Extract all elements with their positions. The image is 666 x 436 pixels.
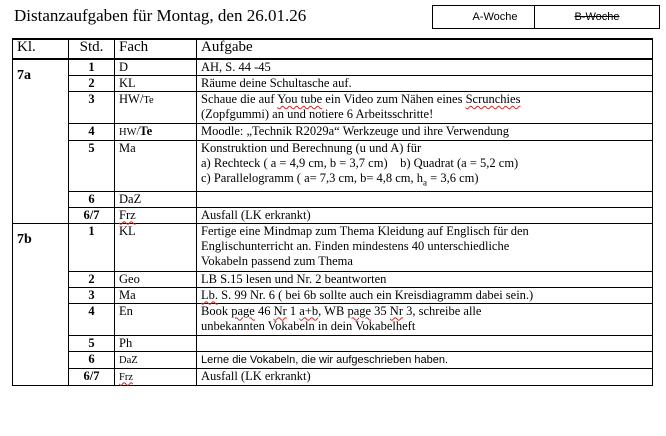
- aufgabe-cell: Räume deine Schultasche auf.: [197, 76, 653, 92]
- class-cell-7a: 7a: [13, 59, 69, 223]
- std-cell: 6/7: [69, 207, 115, 223]
- fach-cell: HW/Te: [115, 92, 197, 124]
- b-week-label: B-Woche: [574, 11, 620, 23]
- table-row: [13, 141, 653, 192]
- std-cell: 6/7: [69, 368, 115, 385]
- table-row: [13, 207, 653, 223]
- page-title: Distanzaufgaben für Montag, den 26.01.26: [14, 6, 307, 25]
- fach-cell: DaZ: [115, 351, 197, 368]
- table-row: [13, 303, 653, 335]
- column-header-fach: Fach: [115, 39, 197, 59]
- std-cell: 4: [69, 303, 115, 335]
- fach-cell: KL: [115, 76, 197, 92]
- fach-cell: KL: [115, 223, 197, 271]
- table-row: [13, 287, 653, 303]
- table-row: [13, 368, 653, 385]
- fach-cell: Ma: [115, 287, 197, 303]
- a-week-label: A-Woche: [472, 11, 518, 23]
- aufgabe-cell: Lb. S. 99 Nr. 6 ( bei 6b sollte auch ein Kreisdiagramm dabei sein.): [197, 287, 653, 303]
- std-cell: 1: [69, 59, 115, 76]
- std-cell: 3: [69, 287, 115, 303]
- std-cell: 4: [69, 124, 115, 141]
- aufgabe-cell: Lerne die Vokabeln, die wir aufgeschrieben haben.: [197, 351, 653, 368]
- aufgabe-cell: AH, S. 44 -45: [197, 59, 653, 76]
- table-row: [13, 271, 653, 287]
- column-header-klasse: Kl.: [13, 39, 69, 59]
- fach-cell: Frz: [115, 207, 197, 223]
- fach-cell: En: [115, 303, 197, 335]
- table-row: [13, 59, 653, 76]
- aufgabe-cell: Ausfall (LK erkrankt): [197, 368, 653, 385]
- fach-cell: HW/Te: [115, 124, 197, 141]
- std-cell: 2: [69, 271, 115, 287]
- aufgabe-cell: Konstruktion und Berechnung (u und A) für a) Rechteck ( a = 4,9 cm, b = 3,7 cm) b) Quadrat (a = 5,2 cm) c) Parallelogramm ( a= 7,3 cm, b= 4,8 cm, $h_a = 3,6$ cm): [197, 141, 653, 192]
- fach-cell: D: [115, 59, 197, 76]
- aufgabe-cell: LB S.15 lesen und Nr. 2 beantworten: [197, 271, 653, 287]
- std-cell: 5: [69, 335, 115, 351]
- aufgabe-cell: Fertige eine Mindmap zum Thema Kleidung auf Englisch für den Englischunterricht an. Finden mindestens 40 unterschiedliche Vokabeln passend zum Thema: [197, 223, 653, 271]
- table-row: [13, 223, 653, 271]
- std-cell: 5: [69, 141, 115, 192]
- aufgabe-cell: Schaue die auf You tube ein Video zum Nähen eines Scrunchies (Zopfgummi) an und notiere 6 Arbeitsschritte!: [197, 92, 653, 124]
- table-row: [13, 335, 653, 351]
- b-week-button[interactable]: [534, 5, 660, 29]
- table-header-row: [13, 39, 653, 59]
- aufgabe-cell: Book page 46 Nr 1 a+b, WB page 35 Nr 3, schreibe alle unbekannten Vokabeln in dein Vokabelheft: [197, 303, 653, 335]
- std-cell: 2: [69, 76, 115, 92]
- assignment-table: [12, 38, 653, 386]
- std-cell: 3: [69, 92, 115, 124]
- table-row: [13, 76, 653, 92]
- std-cell: 6: [69, 351, 115, 368]
- fach-cell: DaZ: [115, 191, 197, 207]
- table-row: [13, 191, 653, 207]
- aufgabe-cell: [197, 335, 653, 351]
- fach-cell: Geo: [115, 271, 197, 287]
- std-cell: 1: [69, 223, 115, 271]
- aufgabe-cell: Moodle: „Technik R2029a“ Werkzeuge und ihre Verwendung: [197, 124, 653, 141]
- table-row: [13, 92, 653, 124]
- aufgabe-cell: Ausfall (LK erkrankt): [197, 207, 653, 223]
- table-row: [13, 351, 653, 368]
- fach-cell: Ph: [115, 335, 197, 351]
- class-cell-7b: 7b: [13, 223, 69, 385]
- fach-cell: Ma: [115, 141, 197, 192]
- fach-cell: Frz: [115, 368, 197, 385]
- aufgabe-cell: [197, 191, 653, 207]
- column-header-aufgabe: Aufgabe: [197, 39, 653, 59]
- table-row: [13, 124, 653, 141]
- column-header-stunde: Std.: [69, 39, 115, 59]
- std-cell: 6: [69, 191, 115, 207]
